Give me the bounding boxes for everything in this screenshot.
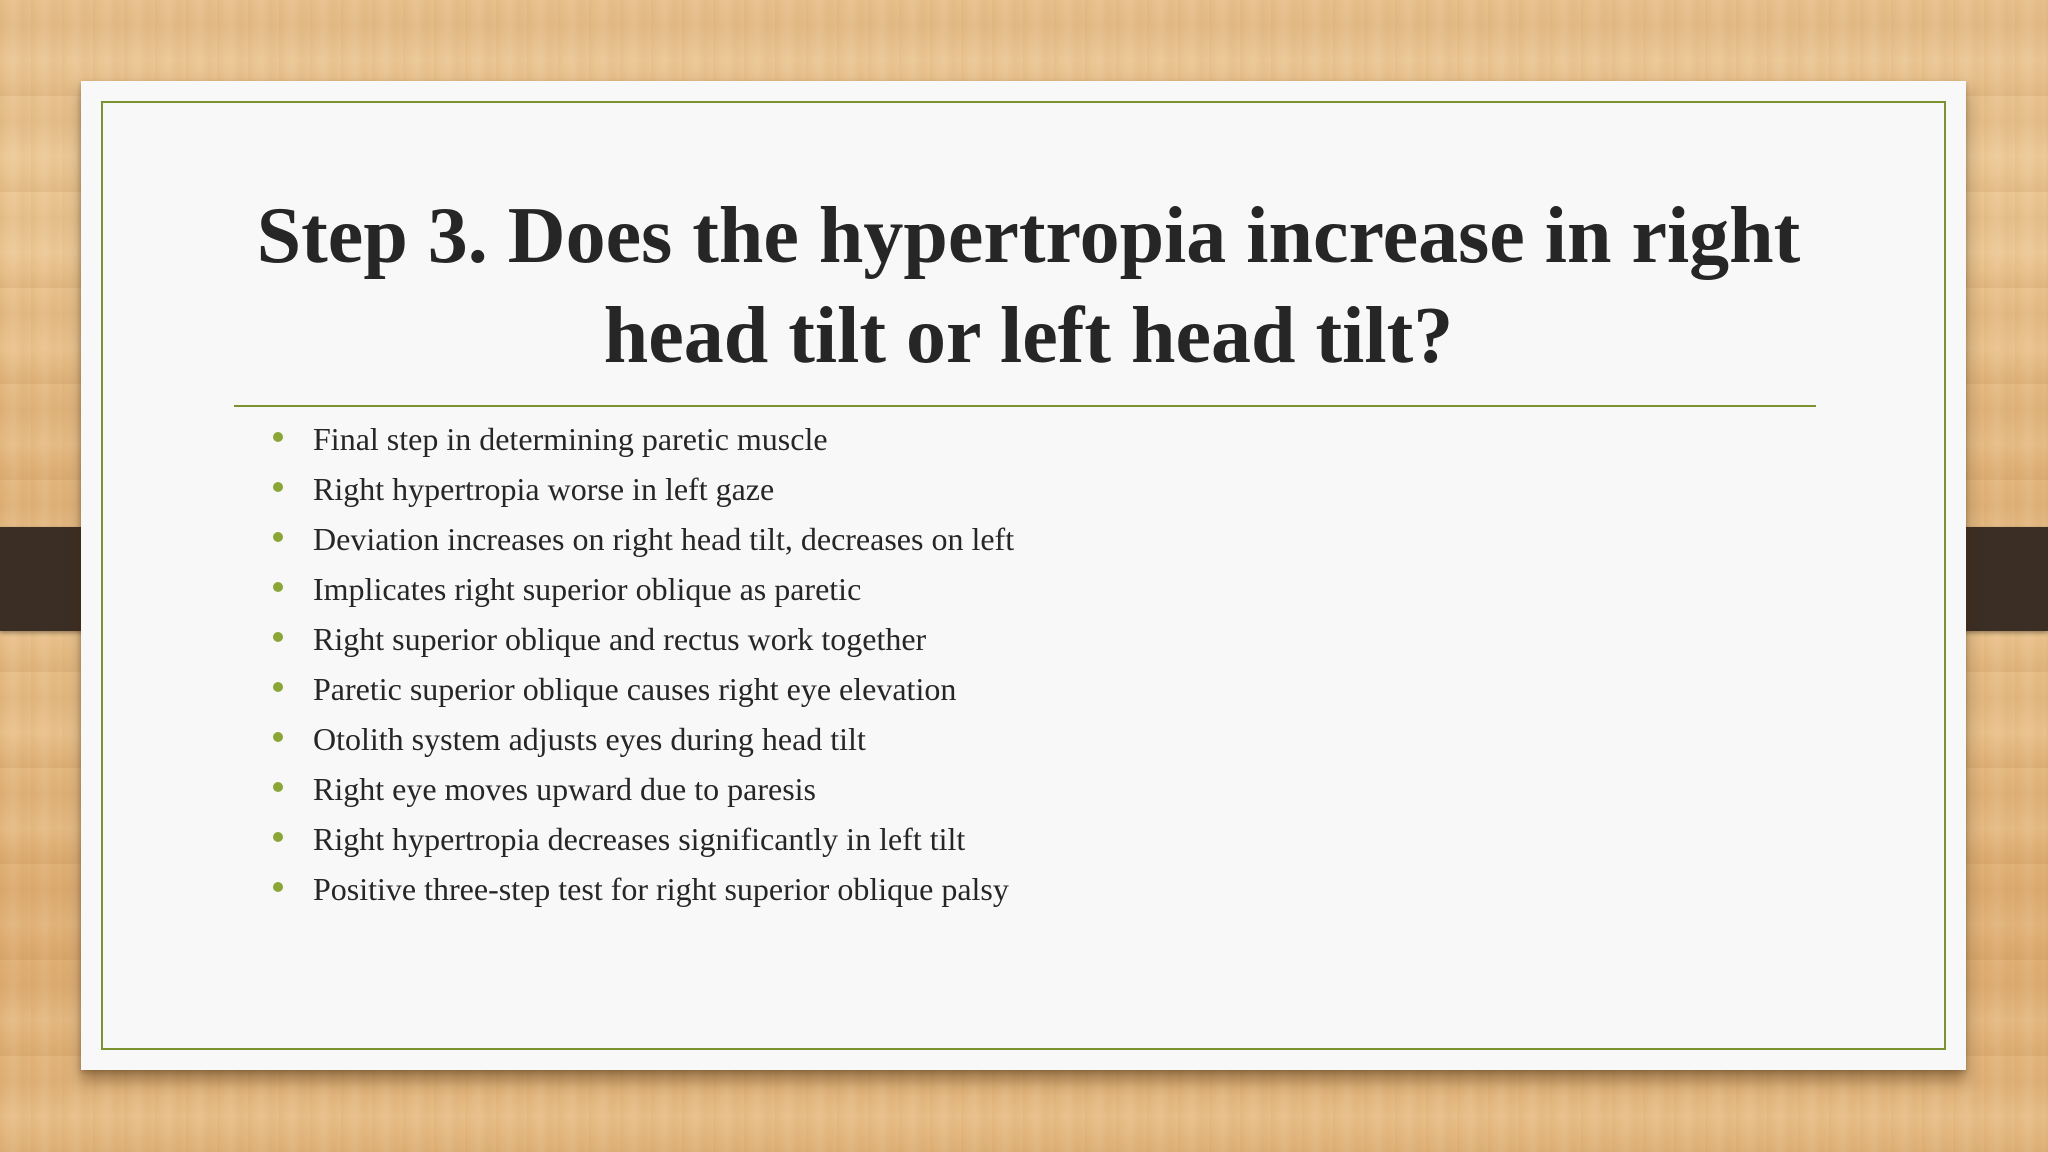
bullet-dot-icon [273, 832, 283, 842]
bullet-dot-icon [273, 482, 283, 492]
bullet-dot-icon [273, 632, 283, 642]
bullet-text: Final step in determining paretic muscle [313, 421, 828, 457]
bullet-text: Otolith system adjusts eyes during head tilt [313, 721, 866, 757]
bullet-item [271, 614, 1014, 664]
bullet-text: Paretic superior oblique causes right eye elevation [313, 671, 957, 707]
bullet-text: Right hypertropia worse in left gaze [313, 471, 775, 507]
bullet-item [271, 564, 1014, 614]
bullet-text: Right eye moves upward due to paresis [313, 771, 816, 807]
bullet-item [271, 864, 1014, 914]
bullet-item [271, 814, 1014, 864]
slide-title: Step 3. Does the hypertropia increase in right head tilt or left head tilt? [256, 192, 1801, 380]
bullet-item [271, 664, 1014, 714]
title-divider [234, 405, 1816, 407]
bullet-dot-icon [273, 532, 283, 542]
bullet-dot-icon [273, 682, 283, 692]
bullet-item [271, 764, 1014, 814]
bullet-text: Positive three-step test for right superior oblique palsy [313, 871, 1009, 907]
bullet-item [271, 414, 1014, 464]
bullet-text: Right hypertropia decreases significantly in left tilt [313, 821, 966, 857]
slide-card [81, 81, 1966, 1070]
bullet-dot-icon [273, 432, 283, 442]
bullet-dot-icon [273, 782, 283, 792]
bullet-text: Implicates right superior oblique as paretic [313, 571, 862, 607]
bullet-item [271, 714, 1014, 764]
bullet-dot-icon [273, 732, 283, 742]
bullet-list [271, 414, 1014, 914]
bullet-text: Right superior oblique and rectus work together [313, 621, 927, 657]
bullet-text: Deviation increases on right head tilt, decreases on left [313, 521, 1015, 557]
bullet-dot-icon [273, 582, 283, 592]
bullet-item [271, 464, 1014, 514]
bullet-item [271, 514, 1014, 564]
bullet-dot-icon [273, 882, 283, 892]
